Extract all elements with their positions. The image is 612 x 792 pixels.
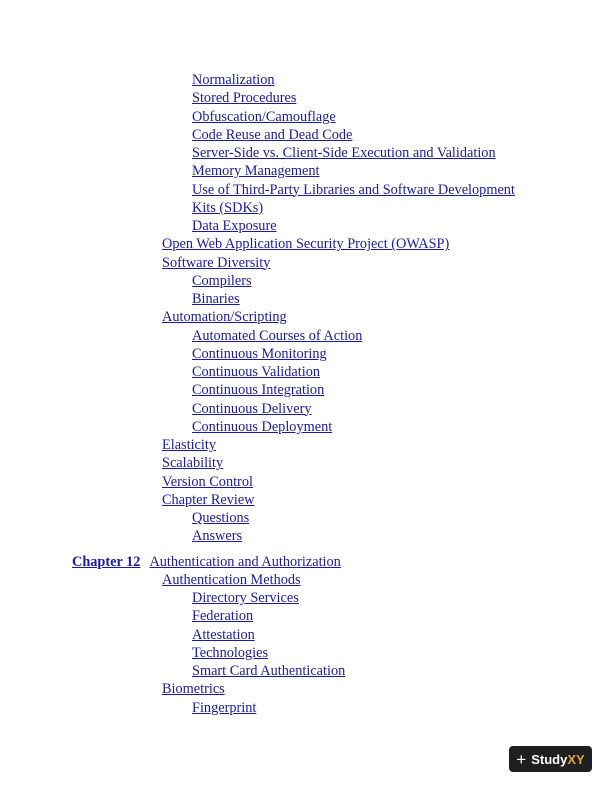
toc-entry-link[interactable]: Answers <box>192 528 243 545</box>
toc-entry-link[interactable]: Data Exposure <box>192 218 277 234</box>
toc-entry <box>0 381 612 399</box>
toc-entry <box>0 108 612 126</box>
toc-entry-link[interactable]: Continuous Monitoring <box>192 345 327 362</box>
plus-icon: + <box>516 749 527 769</box>
toc-entry <box>0 308 612 326</box>
toc-entry-link[interactable]: Biometrics <box>162 681 225 698</box>
brand-accent: XY <box>567 751 585 767</box>
toc-entry <box>0 71 612 89</box>
toc-entry-link[interactable]: Obfuscation/Camouflage <box>192 108 336 125</box>
toc-entry <box>0 491 612 509</box>
toc-entry-link[interactable]: Code Reuse and Dead Code <box>192 126 353 143</box>
toc-entry-link[interactable]: Attestation <box>192 626 255 643</box>
toc-entry-link[interactable]: Version Control <box>162 473 253 490</box>
toc-entry-link[interactable]: Chapter Review <box>162 491 255 508</box>
toc-entry-link[interactable]: Continuous Delivery <box>192 400 312 417</box>
toc-entry <box>0 272 612 290</box>
studyxy-watermark <box>509 746 592 772</box>
toc-entry-link[interactable]: Questions <box>192 510 250 526</box>
toc-entry-link[interactable]: Software Diversity <box>162 254 271 271</box>
toc-entry <box>0 509 612 527</box>
toc-entry-link[interactable]: Compilers <box>192 272 252 289</box>
toc-entry <box>0 144 612 162</box>
toc-entry <box>0 254 612 272</box>
toc-entry <box>0 662 612 680</box>
toc-entry <box>0 181 612 199</box>
toc-entry-link[interactable]: Kits (SDKs) <box>192 199 264 216</box>
toc-section-before-chapter <box>0 71 612 546</box>
toc-entry-link[interactable]: Memory Management <box>192 163 320 180</box>
toc-entry-link[interactable]: Binaries <box>192 291 240 307</box>
toc-entry <box>0 162 612 180</box>
toc-entry-link[interactable]: Authentication Methods <box>162 571 301 588</box>
toc-entry-link[interactable]: Normalization <box>192 72 275 88</box>
toc-entry <box>0 473 612 491</box>
toc-entry <box>0 199 612 217</box>
toc-entry <box>0 345 612 363</box>
toc-entry-link[interactable]: Directory Services <box>192 590 299 606</box>
toc-entry <box>0 363 612 381</box>
toc-entry <box>0 400 612 418</box>
toc-entry-link[interactable]: Fingerprint <box>192 699 257 716</box>
chapter-title-link[interactable]: Authentication and Authorization <box>149 553 341 570</box>
table-of-contents <box>0 71 612 717</box>
toc-entry <box>0 699 612 717</box>
toc-entry <box>0 89 612 107</box>
chapter-heading <box>0 553 612 571</box>
toc-entry <box>0 126 612 144</box>
toc-entry-link[interactable]: Continuous Integration <box>192 382 325 399</box>
toc-entry-link[interactable]: Elasticity <box>162 437 216 453</box>
toc-entry <box>0 644 612 662</box>
toc-entry <box>0 454 612 472</box>
toc-entry-link[interactable]: Automated Courses of Action <box>192 327 363 344</box>
toc-entry-link[interactable]: Use of Third-Party Libraries and Software Development <box>192 181 515 198</box>
toc-entry <box>0 589 612 607</box>
toc-entry-link[interactable]: Continuous Deployment <box>192 418 333 435</box>
toc-entry <box>0 626 612 644</box>
toc-section-chapter-12 <box>0 571 612 717</box>
toc-entry-link[interactable]: Server-Side vs. Client-Side Execution and Validation <box>192 145 496 161</box>
brand-main: Study <box>531 751 568 767</box>
chapter-number-link[interactable]: Chapter 12 <box>72 553 141 570</box>
toc-entry <box>0 436 612 454</box>
toc-entry-link[interactable]: Open Web Application Security Project (OWASP) <box>162 236 450 253</box>
toc-entry-link[interactable]: Smart Card Authentication <box>192 663 346 679</box>
toc-entry <box>0 418 612 436</box>
toc-entry-link[interactable]: Scalability <box>162 455 224 472</box>
toc-entry <box>0 571 612 589</box>
toc-entry <box>0 680 612 698</box>
toc-entry <box>0 607 612 625</box>
toc-entry-link[interactable]: Continuous Validation <box>192 364 321 380</box>
toc-entry <box>0 527 612 545</box>
toc-entry-link[interactable]: Automation/Scripting <box>162 309 287 326</box>
toc-entry-link[interactable]: Stored Procedures <box>192 90 297 107</box>
toc-entry <box>0 290 612 308</box>
toc-entry <box>0 327 612 345</box>
toc-entry-link[interactable]: Technologies <box>192 644 269 661</box>
toc-entry <box>0 235 612 253</box>
toc-entry <box>0 217 612 235</box>
toc-entry-link[interactable]: Federation <box>192 608 254 625</box>
